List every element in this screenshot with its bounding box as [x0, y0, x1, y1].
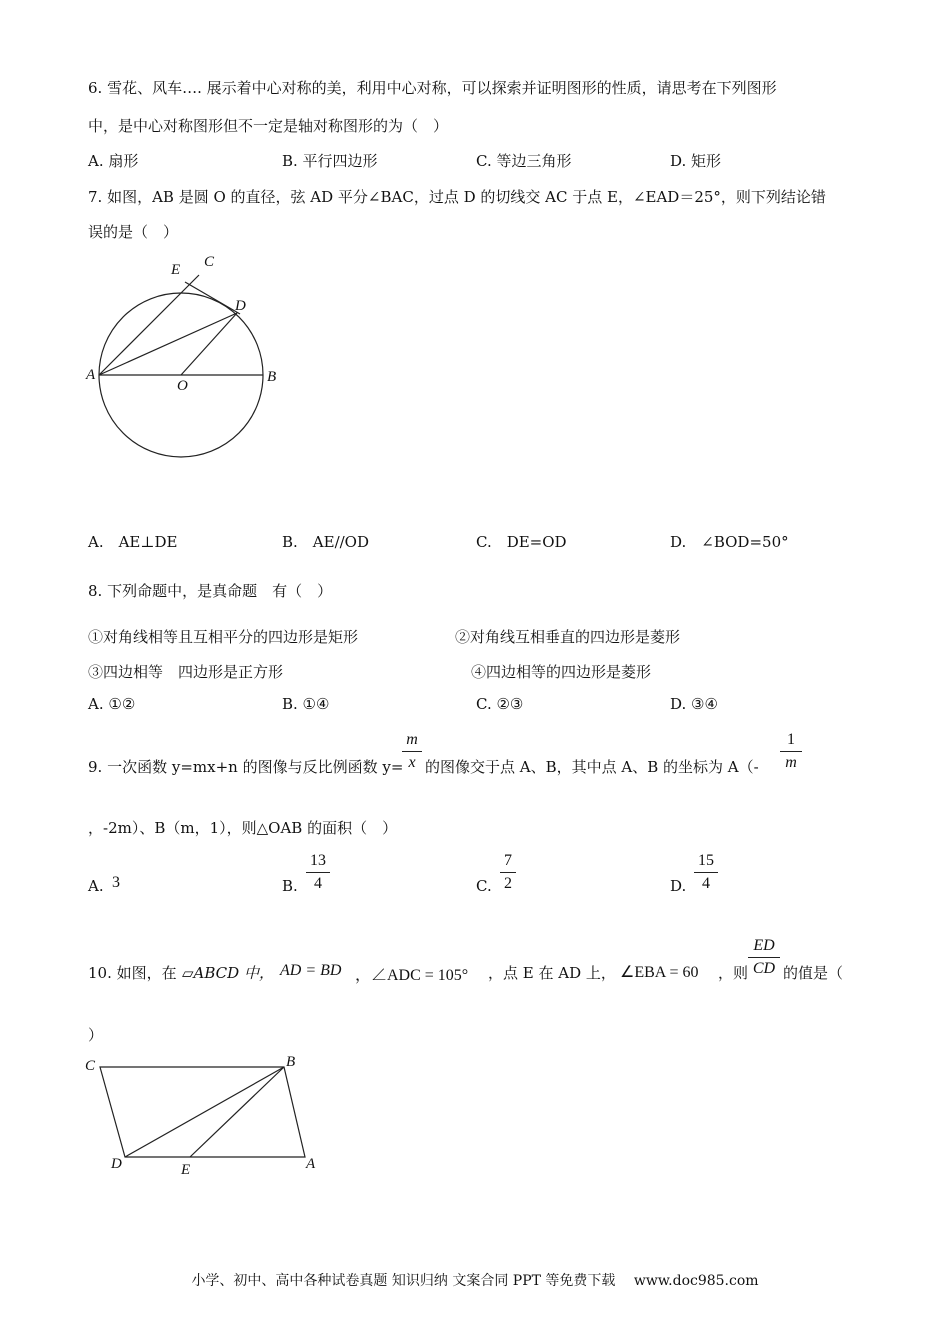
q10-stem-part4: 的值是（	[783, 964, 844, 982]
q8-prop-4: ④四边相等的四边形是菱形	[471, 663, 652, 681]
fraction-bar	[402, 751, 422, 752]
q7-option-a: A. AE⊥DE	[88, 533, 178, 551]
q8-prop-3: ③四边相等 四边形是正方形	[88, 663, 284, 681]
label-c: C	[85, 1058, 96, 1074]
radius-od	[181, 313, 237, 375]
q8-option-a: A. ①②	[88, 695, 136, 713]
q10-stem-part2: ，点 E 在 AD 上，	[488, 964, 616, 982]
fraction-bar	[306, 872, 330, 873]
q7-option-d: D. ∠BOD=50°	[670, 533, 789, 551]
label-d: D	[235, 298, 246, 314]
q6-stem-line2: 中，是中心对称图形但不一定是轴对称图形的为（ ）	[88, 117, 449, 135]
q8-prop-1: ①对角线相等且互相平分的四边形是矩形	[88, 628, 359, 646]
q9-stem-part1: 9. 一次函数 y=mx+n 的图像与反比例函数 y=	[88, 758, 404, 776]
q9-fraction-m-over-x	[402, 730, 422, 773]
label-c: C	[204, 254, 215, 270]
q10-condition-ad-bd: AD = BD	[280, 962, 342, 979]
parallelogram-abcd	[100, 1067, 305, 1157]
q9-stem-part2: 的图像交于点 A、B，其中点 A、B 的坐标为 A（-	[425, 758, 759, 776]
label-b: B	[286, 1054, 296, 1070]
label-d: D	[111, 1156, 122, 1172]
label-b: B	[267, 369, 277, 385]
q9-option-b-den: 4	[314, 875, 322, 892]
q6-option-c: C. 等边三角形	[476, 152, 572, 170]
fraction-bar	[780, 751, 802, 752]
label-e: E	[171, 262, 181, 278]
fraction-bar	[694, 872, 718, 873]
q9-fraction-1-over-m	[780, 730, 802, 773]
q7-stem-line1: 7. 如图，AB 是圆 O 的直径，弦 AD 平分∠BAC，过点 D 的切线交 AC 于点 E，∠EAD＝25°，则下列结论错	[88, 188, 826, 206]
q6-option-b: B. 平行四边形	[282, 152, 378, 170]
q7-circle-figure	[80, 248, 290, 463]
q9-option-d-fraction	[694, 851, 718, 894]
q7-stem-line2: 误的是（ ）	[88, 223, 179, 241]
q6-stem-line1: 6. 雪花、风车…. 展示着中心对称的美，利用中心对称，可以探索并证明图形的性质，请思考在下列图形	[88, 79, 777, 97]
q9-option-d-label: D.	[670, 877, 687, 895]
q10-condition-angle-adc: ，∠ADC = 105°	[355, 967, 469, 984]
label-e: E	[181, 1162, 191, 1178]
q10-fraction-ed-over-cd	[748, 936, 780, 979]
q10-stem-part3: ，则	[718, 964, 749, 982]
q9-frac2-num: 1	[787, 731, 795, 748]
q9-stem-line2: ，-2m）、B（m，1），则△OAB 的面积（ ）	[88, 819, 398, 837]
q10-stem-line2: ）	[88, 1026, 104, 1044]
chord-ad	[99, 313, 237, 375]
q8-stem: 8. 下列命题中，是真命题 有（ ）	[88, 582, 333, 600]
q9-frac1-num: m	[406, 731, 418, 748]
fraction-bar	[500, 872, 516, 873]
tangent-ed	[185, 282, 240, 314]
q10-frac-num: ED	[753, 937, 775, 954]
q7-option-c: C. DE=OD	[476, 533, 567, 551]
label-a: A	[86, 367, 96, 383]
q9-option-c-label: C.	[476, 877, 492, 895]
page-footer: 小学、初中、高中各种试卷真题 知识归纳 文案合同 PPT 等免费下载 www.doc985.com	[191, 1273, 759, 1289]
q6-option-a: A. 扇形	[88, 152, 139, 170]
q9-option-a-value: 3	[112, 874, 120, 891]
q9-frac2-den: m	[785, 754, 797, 771]
label-o: O	[177, 378, 188, 394]
fraction-bar	[748, 957, 780, 958]
line-ac	[99, 275, 199, 375]
q7-option-b: B. AE//OD	[282, 533, 370, 551]
q9-option-b-num: 13	[310, 852, 326, 869]
q9-option-a-label: A.	[88, 877, 104, 895]
q9-option-c-fraction	[500, 851, 516, 894]
q10-parallelogram-text: ▱ABCD 中，	[182, 964, 274, 982]
q9-option-d-den: 4	[702, 875, 710, 892]
q6-option-d: D. 矩形	[670, 152, 722, 170]
q8-option-b: B. ①④	[282, 695, 330, 713]
q9-option-c-num: 7	[504, 852, 512, 869]
q9-option-b-fraction	[306, 851, 330, 894]
q8-option-d: D. ③④	[670, 695, 718, 713]
q9-option-b-label: B.	[282, 877, 298, 895]
q10-frac-den: CD	[752, 960, 776, 977]
q9-option-d-num: 15	[698, 852, 714, 869]
q8-option-c: C. ②③	[476, 695, 524, 713]
q10-stem-part1: 10. 如图，在	[88, 964, 177, 982]
q9-option-c-den: 2	[504, 875, 512, 892]
q8-prop-2: ②对角线互相垂直的四边形是菱形	[455, 628, 681, 646]
q10-parallelogram-figure	[80, 1050, 330, 1180]
label-a: A	[306, 1156, 316, 1172]
q9-frac1-den: x	[408, 754, 416, 771]
q10-condition-angle-eba: ∠EBA = 60	[620, 964, 699, 981]
